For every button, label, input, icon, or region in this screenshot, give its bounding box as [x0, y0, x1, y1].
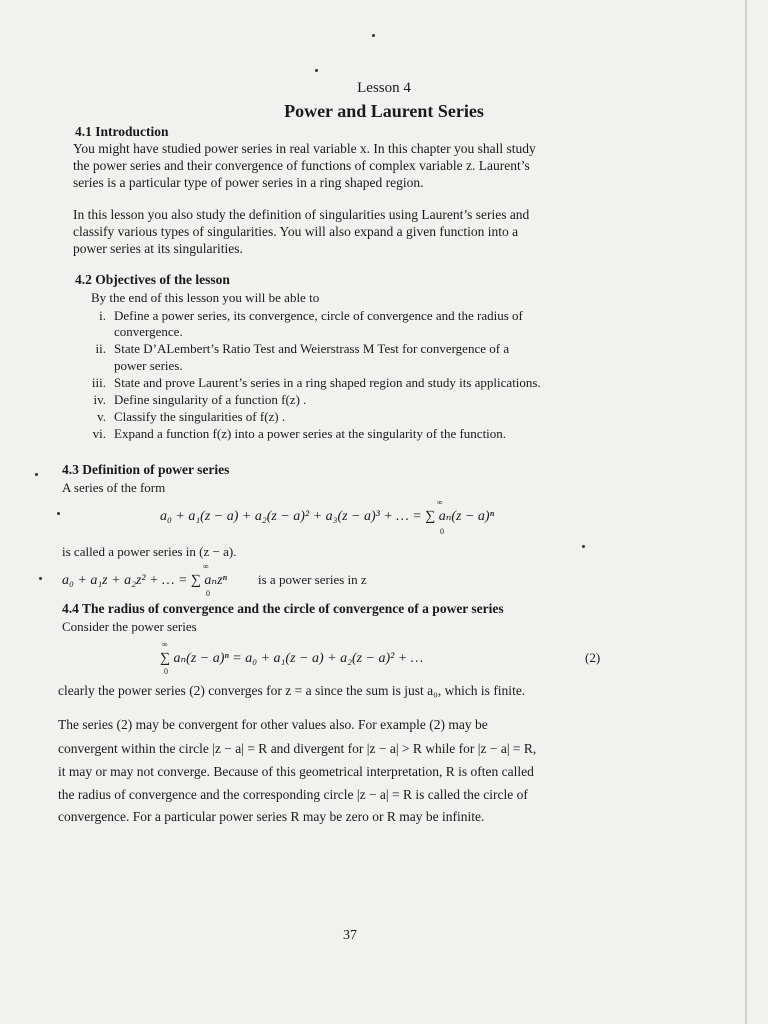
sum-lower-limit: 0 [440, 527, 444, 536]
item-number: ii. [95, 341, 106, 356]
power-series-equation-2: ∑ aₙ(z − a)ⁿ = a₀ + a₁(z − a) + a₂(z − a)² + … [160, 651, 424, 666]
paragraph-line: convergent within the circle |z − a| = R and divergent for |z − a| > R while for |z − a| = R, [58, 741, 537, 756]
speck-mark [57, 512, 60, 515]
consider-text: Consider the power series [62, 619, 197, 634]
speck-mark [35, 473, 38, 476]
sum-lower-limit: 0 [206, 589, 210, 598]
paragraph-line: You might have studied power series in real variable x. In this chapter you shall study [73, 141, 536, 156]
lesson-label: Lesson 4 [357, 80, 411, 96]
page-number: 37 [343, 928, 357, 943]
objective-item [84, 375, 541, 391]
item-text: power series. [114, 358, 183, 373]
objectives-intro: By the end of this lesson you will be able to [91, 290, 320, 305]
paragraph-line: In this lesson you also study the definition of singularities using Laurent’s series and [73, 207, 530, 222]
item-text: Define singularity of a function f(z) . [114, 392, 307, 407]
objective-item [84, 324, 183, 340]
section-heading-4-4: 4.4 The radius of convergence and the circle of convergence of a power series [62, 601, 504, 616]
speck-mark [315, 69, 318, 72]
item-number: i. [99, 308, 106, 323]
objective-item [84, 392, 306, 408]
sum-upper-limit: ∞ [162, 640, 168, 649]
page-title: Power and Laurent Series [284, 101, 484, 121]
speck-mark [372, 34, 375, 37]
section-heading-4-1: 4.1 Introduction [75, 124, 169, 139]
item-text: Expand a function f(z) into a power series at the singularity of the function. [114, 426, 507, 441]
sum-upper-limit: ∞ [437, 498, 443, 507]
paragraph-line: clearly the power series (2) converges for z = a since the sum is just a₀, which is finite. [58, 683, 526, 698]
sum-lower-limit: 0 [164, 667, 168, 676]
item-text: Classify the singularities of f(z) . [114, 409, 286, 424]
sum-upper-limit: ∞ [203, 562, 209, 571]
definition-text: is called a power series in (z − a). [62, 544, 237, 559]
objective-item [84, 409, 285, 425]
speck-mark [39, 577, 42, 580]
item-text: State D’ALembert’s Ratio Test and Weierstrass M Test for convergence of a [114, 341, 510, 356]
equation-number: (2) [585, 650, 601, 665]
paragraph-line: The series (2) may be convergent for other values also. For example (2) may be [58, 717, 488, 732]
objective-item [84, 341, 509, 357]
paragraph-line: the power series and their convergence of functions of complex variable z. Laurent’s [73, 158, 530, 173]
paragraph-line: power series at its singularities. [73, 241, 243, 256]
item-text: Define a power series, its convergence, circle of convergence and the radius of [114, 308, 523, 323]
item-number: vi. [92, 426, 106, 441]
objective-item [84, 358, 183, 374]
page-edge [745, 0, 747, 1024]
power-series-equation: a₀ + a₁(z − a) + a₂(z − a)² + a₃(z − a)³ + … = ∑ aₙ(z − a)ⁿ [160, 509, 494, 524]
section-heading-4-3: 4.3 Definition of power series [62, 462, 230, 477]
paragraph-line: convergence. For a particular power series R may be zero or R may be infinite. [58, 809, 485, 824]
paragraph-line: classify various types of singularities. You will also expand a given function into a [73, 224, 519, 239]
definition-intro: A series of the form [62, 480, 166, 495]
item-text: convergence. [114, 324, 183, 339]
item-text: State and prove Laurent’s series in a ring shaped region and study its applications. [114, 375, 541, 390]
power-series-in-z-equation: a₀ + a₁z + a₂z² + … = ∑ aₙzⁿ [62, 573, 227, 588]
paragraph-line: it may or may not converge. Because of this geometrical interpretation, R is often called [58, 764, 534, 779]
paragraph-line: the radius of convergence and the corresponding circle |z − a| = R is called the circle of [58, 787, 528, 802]
objective-item [84, 308, 523, 324]
item-number: iv. [93, 392, 106, 407]
equation-note: is a power series in z [258, 572, 367, 587]
paragraph-line: series is a particular type of power series in a ring shaped region. [73, 175, 424, 190]
objective-item [84, 426, 506, 442]
section-heading-4-2: 4.2 Objectives of the lesson [75, 272, 230, 287]
item-number: iii. [91, 375, 106, 390]
item-number: v. [97, 409, 106, 424]
speck-mark [582, 545, 585, 548]
